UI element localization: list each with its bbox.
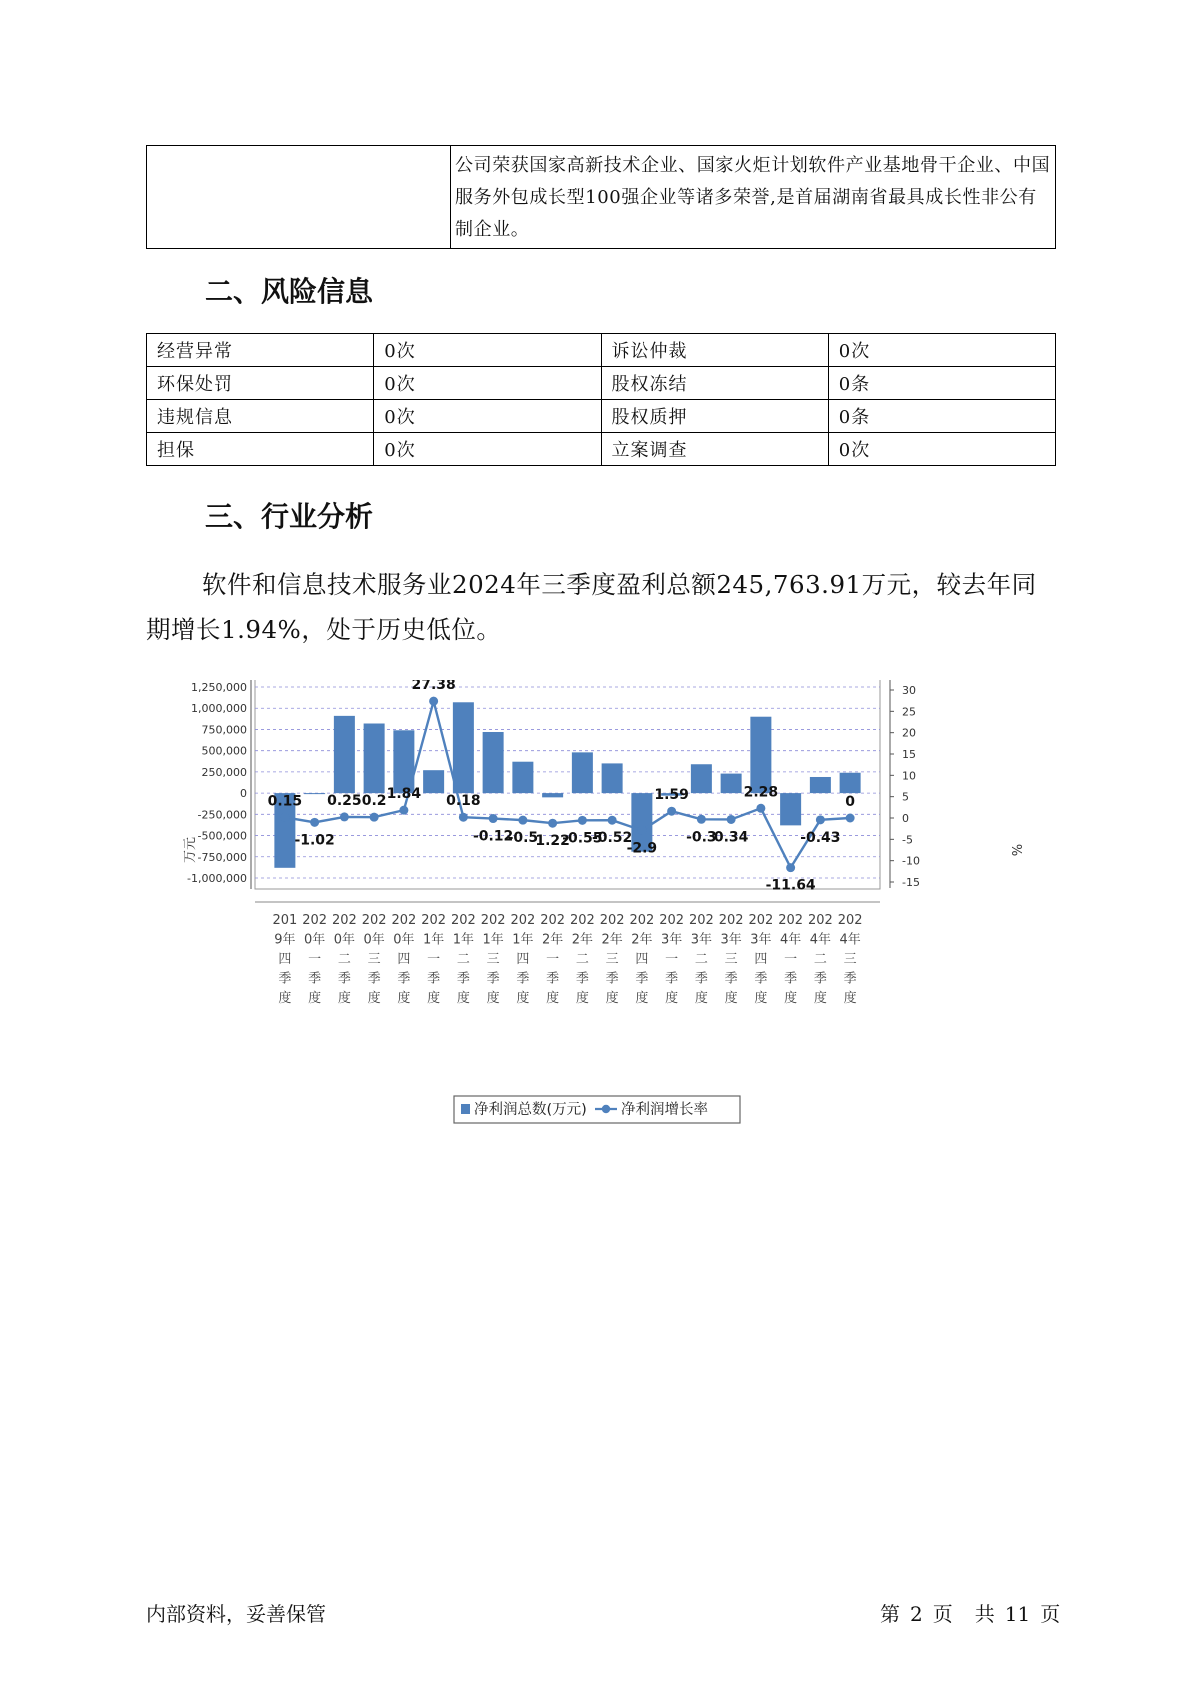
net-profit-bar [512, 762, 533, 793]
y-right-tick-label: 0 [902, 812, 909, 825]
growth-rate-data-label: 2.28 [743, 784, 779, 801]
x-category-label: 二 [456, 952, 470, 967]
x-category-label: 1年 [512, 932, 534, 948]
x-category-label: 三 [605, 952, 619, 967]
risk-label: 股权冻结 [601, 367, 828, 400]
net-profit-bar [691, 764, 712, 793]
company-intro-text: 公司荣获国家高新技术企业、国家火炬计划软件产业基地骨干企业、中国服务外包成长型100强企业等诸多荣誉,是首届湖南省最具成长性非公有制企业。 [451, 146, 1056, 249]
x-category-label: 202 [807, 913, 833, 928]
page-current: 2 [910, 1602, 923, 1626]
x-category-label: 1年 [422, 932, 445, 948]
x-category-label: 2年 [541, 932, 564, 948]
x-category-label: 度 [784, 991, 798, 1006]
risk-label: 担保 [147, 433, 374, 466]
x-category-label: 202 [302, 913, 328, 928]
net-profit-bar [750, 717, 771, 793]
growth-rate-point [578, 816, 587, 825]
x-category-label: 季 [456, 971, 470, 987]
growth-rate-data-label: -1.02 [294, 832, 335, 849]
growth-rate-data-label: 0 [845, 794, 855, 810]
net-profit-bar [334, 716, 355, 793]
x-category-label: 季 [843, 971, 857, 987]
x-category-label: 202 [421, 913, 447, 928]
x-category-label: 4年 [839, 932, 861, 948]
x-category-label: 季 [516, 971, 530, 987]
growth-rate-point [340, 812, 349, 821]
risk-value: 0条 [828, 400, 1055, 433]
growth-rate-point [727, 815, 736, 824]
risk-label: 环保处罚 [147, 367, 374, 400]
x-category-label: 季 [397, 971, 411, 987]
x-category-label: 度 [516, 991, 530, 1006]
growth-rate-data-label: 0.34 [713, 829, 749, 846]
growth-rate-point [429, 697, 438, 706]
x-category-label: 0年 [363, 932, 385, 948]
risk-value: 0次 [828, 334, 1055, 367]
table-row [147, 400, 1056, 433]
growth-rate-point [846, 814, 855, 823]
growth-rate-point [816, 815, 825, 824]
y-left-tick-label: 500,000 [201, 744, 247, 758]
x-category-label: 四 [397, 952, 411, 967]
net-profit-bar [304, 793, 325, 794]
industry-section-title: 三、行业分析 [205, 500, 374, 533]
risk-label: 经营异常 [147, 334, 374, 367]
risk-value: 0次 [374, 400, 601, 433]
legend-line-label: 净利润增长率 [621, 1102, 708, 1118]
y-right-tick-label: -10 [902, 854, 920, 868]
x-category-label: 202 [659, 913, 685, 928]
growth-rate-data-label: -0.5 [507, 830, 539, 847]
x-category-label: 3年 [660, 932, 683, 948]
x-category-label: 二 [575, 952, 589, 967]
footer-confidential-note: 内部资料，妥善保管 [146, 1602, 326, 1626]
x-category-label: 1年 [452, 932, 475, 948]
y-left-tick-label: 750,000 [201, 723, 247, 737]
x-category-label: 二 [813, 952, 827, 967]
x-category-label: 202 [540, 913, 566, 928]
x-category-label: 四 [516, 952, 530, 967]
growth-rate-point [548, 819, 557, 828]
y-axis-left-label: 万元 [183, 836, 198, 864]
x-category-label: 3年 [750, 932, 772, 948]
x-category-label: 202 [569, 913, 595, 928]
risk-value: 0次 [374, 367, 601, 400]
table-row [147, 367, 1056, 400]
y-left-tick-label: -1,000,000 [187, 872, 247, 885]
net-profit-bar [780, 793, 801, 825]
net-profit-bar [483, 732, 504, 793]
growth-rate-point [608, 816, 617, 825]
x-category-label: 四 [635, 952, 649, 967]
x-category-label: 度 [694, 991, 708, 1006]
intro-label-cell [147, 146, 451, 249]
growth-rate-point [370, 813, 379, 822]
x-category-label: 季 [635, 971, 649, 987]
x-category-label: 度 [308, 991, 322, 1006]
x-category-label: 202 [480, 913, 506, 928]
growth-rate-data-label: -2.9 [626, 840, 658, 857]
growth-rate-data-label: -0.43 [800, 829, 841, 846]
x-category-label: 202 [599, 913, 625, 928]
footer-page-number [880, 1598, 1061, 1627]
net-profit-bar [810, 777, 831, 793]
y-right-tick-label: 10 [902, 769, 916, 783]
x-category-label: 1年 [482, 932, 504, 948]
x-category-label: 三 [367, 952, 381, 967]
y-right-tick-label: 15 [902, 748, 916, 761]
x-category-label: 202 [361, 913, 387, 928]
growth-rate-data-label: 1.22 [535, 833, 570, 850]
risk-section-title: 二、风险信息 [205, 275, 374, 308]
net-profit-bar [423, 770, 444, 793]
x-category-label: 度 [724, 991, 738, 1006]
x-category-label: 2年 [601, 932, 623, 948]
page-prefix: 第 [880, 1602, 900, 1626]
page-suffix: 页 [932, 1602, 953, 1626]
x-category-label: 季 [308, 971, 322, 987]
x-category-label: 度 [427, 991, 441, 1006]
x-category-label: 一 [546, 952, 560, 967]
x-category-label: 度 [337, 991, 351, 1006]
x-axis-labels [272, 913, 862, 1006]
x-category-label: 季 [724, 971, 738, 987]
growth-rate-point [459, 813, 468, 822]
total-prefix: 共 [974, 1602, 995, 1626]
company-intro-table [146, 145, 1056, 249]
total-pages: 11 [1004, 1602, 1031, 1626]
net-profit-bar [721, 774, 742, 794]
growth-rate-point [786, 863, 795, 872]
x-category-label: 度 [813, 991, 827, 1006]
risk-label: 立案调查 [601, 433, 828, 466]
x-category-label: 202 [331, 913, 357, 928]
x-category-label: 202 [629, 913, 655, 928]
x-category-label: 3年 [720, 932, 742, 948]
x-category-label: 季 [665, 971, 679, 987]
x-category-label: 202 [778, 913, 804, 928]
y-right-tick-label: 25 [902, 705, 916, 719]
risk-label: 股权质押 [601, 400, 828, 433]
x-category-label: 202 [748, 913, 774, 928]
x-category-label: 三 [486, 952, 500, 967]
growth-rate-data-label: 0.25 [327, 792, 362, 809]
growth-rate-point [518, 816, 527, 825]
x-category-label: 度 [546, 991, 560, 1006]
y-right-tick-label: -5 [902, 833, 913, 847]
growth-rate-data-label: 0.15 [267, 793, 303, 810]
x-category-label: 9年 [274, 932, 296, 948]
y-left-tick-label: -750,000 [197, 850, 247, 864]
x-category-label: 202 [688, 913, 714, 928]
y-right-tick-label: 20 [902, 726, 916, 740]
x-category-label: 2年 [571, 932, 594, 948]
legend-bar-label: 净利润总数(万元) [474, 1102, 587, 1118]
x-category-label: 季 [486, 971, 500, 987]
x-category-label: 一 [308, 952, 322, 967]
growth-rate-data-label: 1.59 [654, 787, 689, 804]
risk-value: 0次 [828, 433, 1055, 466]
y-axis-right-label: % [1008, 843, 1023, 857]
growth-rate-point [756, 804, 765, 813]
x-category-label: 度 [397, 991, 411, 1006]
x-category-label: 度 [635, 991, 649, 1006]
x-category-label: 季 [754, 971, 768, 987]
x-category-label: 季 [784, 971, 798, 987]
risk-label: 诉讼仲裁 [601, 334, 828, 367]
x-category-label: 202 [510, 913, 536, 928]
x-category-label: 季 [337, 971, 351, 987]
net-profit-bar [840, 773, 861, 793]
y-left-tick-label: -250,000 [197, 808, 247, 822]
risk-value: 0次 [374, 334, 601, 367]
growth-rate-point [310, 818, 319, 827]
table-row [147, 433, 1056, 466]
x-category-label: 度 [278, 991, 292, 1006]
x-category-label: 0年 [303, 932, 326, 948]
net-profit-bar [542, 793, 563, 797]
x-category-label: 度 [575, 991, 589, 1006]
growth-rate-data-label: 27.38 [411, 680, 456, 694]
y-right-tick-label: -15 [902, 876, 920, 889]
x-category-label: 二 [337, 952, 351, 967]
growth-rate-data-label: -0.52 [591, 830, 633, 847]
x-category-label: 度 [754, 991, 768, 1006]
risk-label: 违规信息 [147, 400, 374, 433]
x-category-label: 一 [784, 952, 798, 967]
legend-line-marker [602, 1105, 610, 1113]
y-right-tick-label: 5 [902, 790, 909, 804]
net-profit-bar [602, 763, 623, 793]
legend-bar-swatch [461, 1104, 470, 1114]
x-category-label: 0年 [393, 932, 415, 948]
growth-rate-data-label: -11.64 [765, 877, 816, 894]
x-category-label: 202 [718, 913, 744, 928]
y-left-tick-label: 1,000,000 [191, 702, 247, 716]
x-category-label: 季 [367, 971, 381, 987]
x-category-label: 4年 [779, 932, 802, 948]
growth-rate-point [280, 813, 289, 822]
x-category-label: 度 [665, 991, 679, 1006]
risk-info-table [146, 333, 1056, 466]
x-category-label: 2年 [631, 932, 653, 948]
y-right-tick-label: 30 [902, 684, 916, 697]
x-category-label: 度 [486, 991, 500, 1006]
net-profit-bar [453, 702, 474, 793]
industry-paragraph: 软件和信息技术服务业2024年三季度盈利总额245,763.91万元，较去年同期增长1.94%，处于历史低位。 [146, 570, 1037, 644]
x-category-label: 202 [450, 913, 476, 928]
x-category-label: 季 [278, 971, 292, 987]
x-category-label: 202 [837, 913, 863, 928]
growth-rate-point [697, 815, 706, 824]
x-category-label: 季 [694, 971, 708, 987]
net-profit-bar [572, 752, 593, 793]
risk-value: 0次 [374, 433, 601, 466]
x-category-label: 一 [427, 952, 441, 967]
growth-rate-data-label: -0.55 [562, 830, 603, 847]
growth-rate-data-label: -0.3 [686, 829, 717, 846]
x-category-label: 季 [427, 971, 441, 987]
growth-rate-data-label: 0.2 [361, 793, 387, 810]
x-category-label: 四 [278, 952, 292, 967]
growth-rate-data-label: -0.12 [472, 828, 514, 845]
x-category-label: 202 [391, 913, 417, 928]
growth-rate-data-label: 0.18 [446, 793, 481, 810]
y-left-tick-label: 0 [240, 787, 247, 801]
chart-canvas [180, 680, 1040, 1140]
table-row [147, 334, 1056, 367]
x-category-label: 度 [843, 991, 857, 1006]
chart-legend [454, 1096, 740, 1123]
y-left-tick-label: -500,000 [197, 829, 247, 843]
x-category-label: 一 [665, 952, 679, 967]
total-suffix: 页 [1040, 1602, 1061, 1626]
x-category-label: 0年 [333, 932, 356, 948]
x-category-label: 季 [605, 971, 619, 987]
x-category-label: 4年 [809, 932, 832, 948]
x-category-label: 度 [456, 991, 470, 1006]
x-category-label: 季 [546, 971, 560, 987]
y-left-tick-label: 250,000 [201, 765, 247, 779]
x-category-label: 季 [813, 971, 827, 987]
growth-rate-point [489, 814, 498, 823]
x-category-label: 度 [367, 991, 381, 1006]
y-left-tick-label: 1,250,000 [191, 681, 247, 694]
growth-rate-point [637, 826, 646, 835]
x-category-label: 度 [605, 991, 619, 1006]
growth-rate-point [399, 806, 408, 815]
x-category-label: 3年 [690, 932, 713, 948]
x-category-label: 季 [575, 971, 589, 987]
net-profit-chart [180, 680, 1040, 1140]
x-category-label: 四 [754, 952, 768, 967]
growth-rate-data-label: 1.84 [386, 786, 422, 803]
risk-value: 0条 [828, 367, 1055, 400]
x-category-label: 201 [272, 913, 298, 928]
x-category-label: 三 [843, 952, 857, 967]
net-profit-bar [364, 724, 385, 794]
growth-rate-point [667, 807, 676, 816]
x-category-label: 三 [724, 952, 738, 967]
x-category-label: 二 [694, 952, 708, 967]
